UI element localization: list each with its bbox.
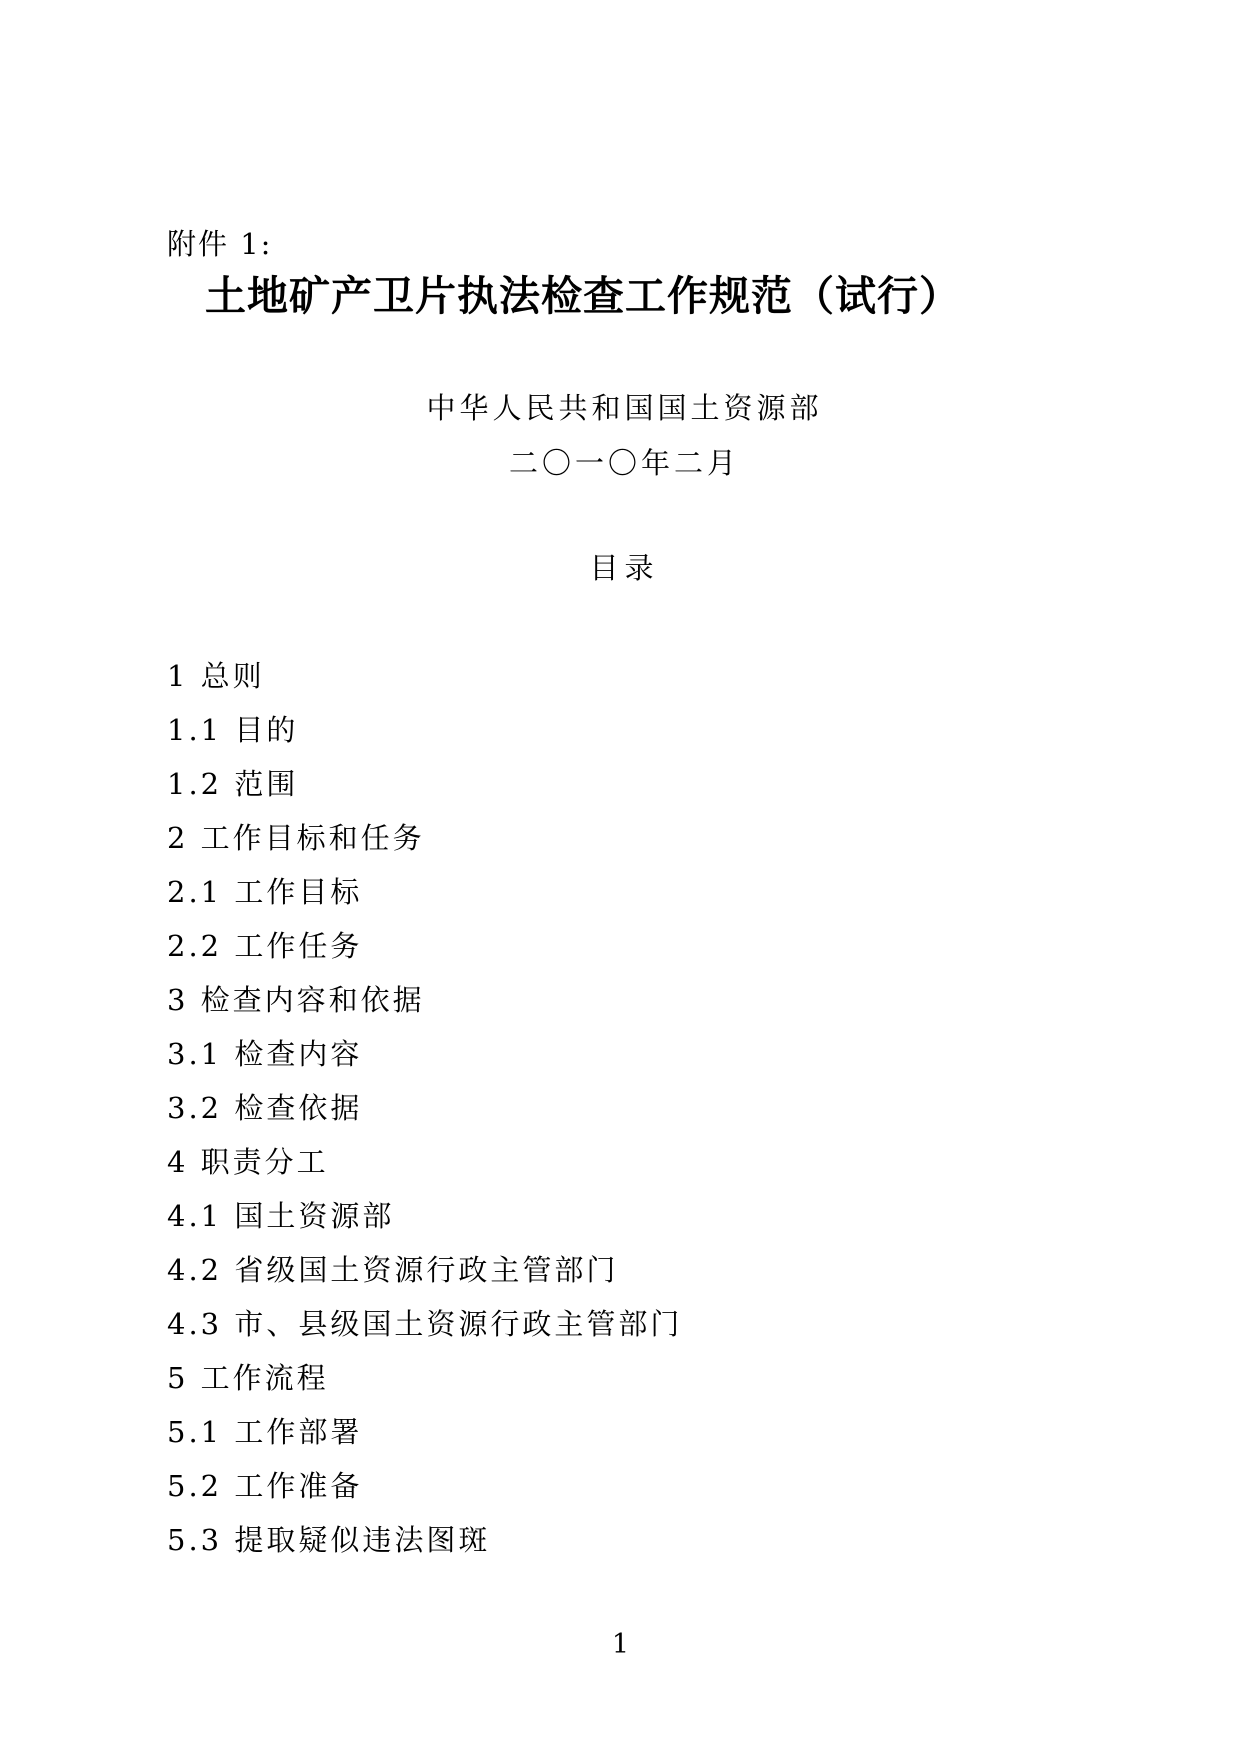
toc-item: 4.1 国土资源部 xyxy=(167,1199,395,1233)
toc-item: 4 职责分工 xyxy=(167,1145,329,1179)
toc-item: 5 工作流程 xyxy=(167,1361,329,1395)
toc-item: 2.1 工作目标 xyxy=(167,875,363,909)
toc-item: 3.2 检查依据 xyxy=(167,1091,363,1125)
issue-date: 二〇一〇年二月 xyxy=(508,446,740,480)
toc-item: 3 检查内容和依据 xyxy=(167,983,425,1017)
toc-heading: 目录 xyxy=(589,551,660,585)
table-of-contents xyxy=(167,658,682,1576)
toc-item: 4.2 省级国土资源行政主管部门 xyxy=(167,1253,619,1287)
toc-item: 1 总则 xyxy=(167,659,265,693)
toc-item: 4.3 市、县级国土资源行政主管部门 xyxy=(167,1307,683,1341)
toc-item: 5.3 提取疑似违法图斑 xyxy=(167,1523,491,1557)
toc-item: 2 工作目标和任务 xyxy=(167,821,425,855)
toc-item: 1.2 范围 xyxy=(167,767,299,801)
toc-item: 5.1 工作部署 xyxy=(167,1415,363,1449)
page-number: 1 xyxy=(611,1629,630,1660)
toc-item: 2.2 工作任务 xyxy=(167,929,363,963)
toc-item: 5.2 工作准备 xyxy=(167,1469,363,1503)
attachment-label: 附件 1: xyxy=(167,227,273,261)
toc-item: 3.1 检查内容 xyxy=(167,1037,363,1071)
toc-item: 1.1 目的 xyxy=(167,713,299,747)
document-title: 土地矿产卫片执法检查工作规范（试行） xyxy=(205,272,961,320)
issuing-authority: 中华人民共和国国土资源部 xyxy=(426,391,823,425)
